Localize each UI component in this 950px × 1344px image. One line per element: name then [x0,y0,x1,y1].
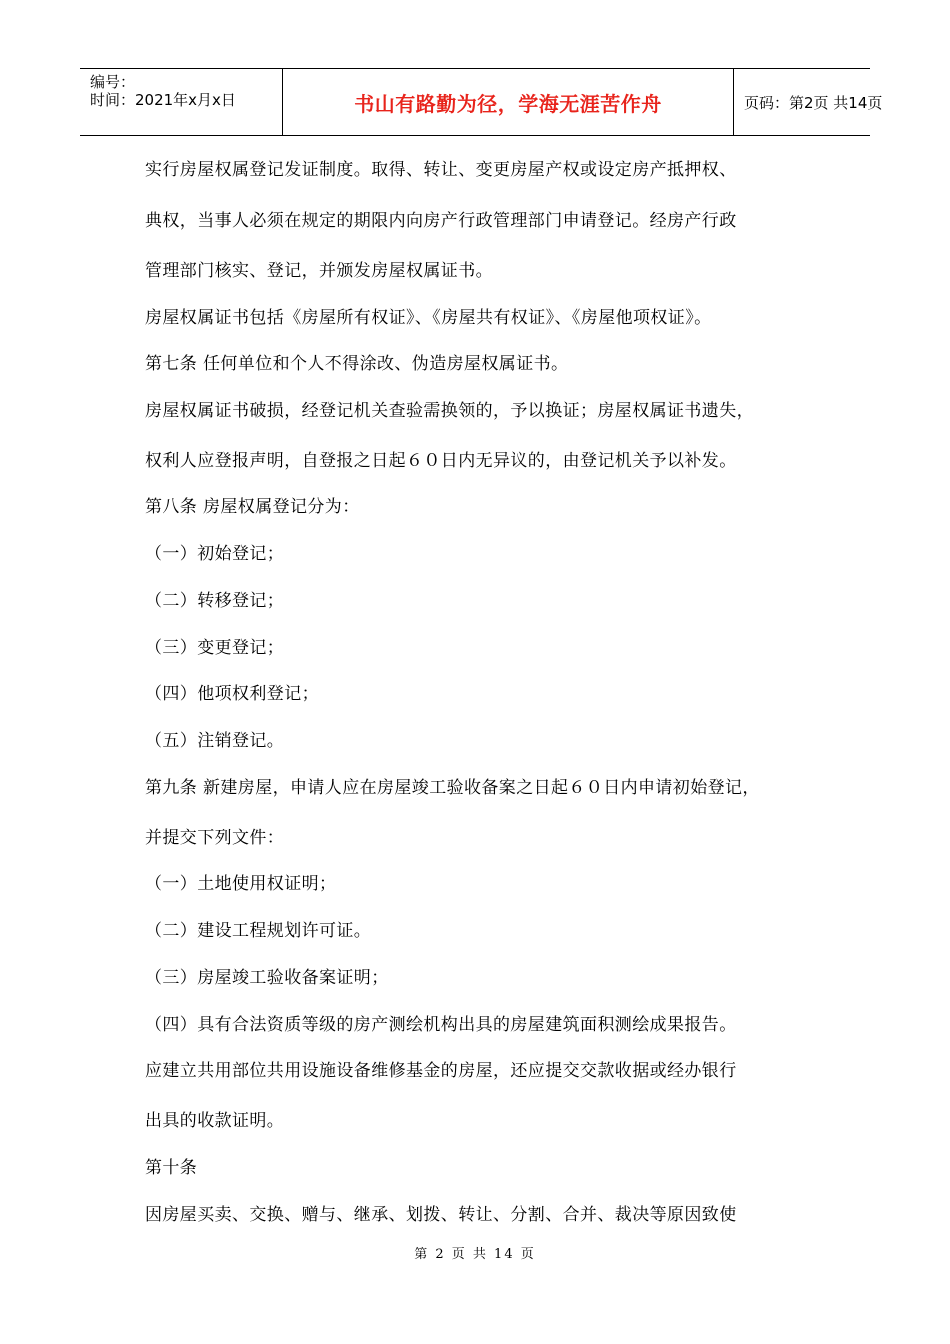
header-page-number: 页码：第2页 共14页 [744,93,883,112]
body-line: 权利人应登报声明，自登报之日起６０日内无异议的，由登记机关予以补发。 [145,451,737,471]
body-line: （四）具有合法资质等级的房产测绘机构出具的房屋建筑面积测绘成果报告。 [145,1015,737,1035]
document-number-label: 编号： [90,73,136,91]
body-line: （一）初始登记； [145,544,285,564]
body-line: 实行房屋权属登记发证制度。取得、转让、变更房屋产权或设定房产抵押权、 [145,160,737,180]
body-line: （五）注销登记。 [145,731,285,751]
body-line: （二）转移登记； [145,591,285,611]
document-date-label: 时间：2021年x月x日 [90,91,236,109]
body-line: （四）他项权利登记； [145,684,319,704]
header-page-cell [734,69,883,135]
header-motto: 书山有路勤为径，学海无涯苦作舟 [354,91,662,116]
body-line: 出具的收款证明。 [145,1111,285,1131]
body-line: （三）变更登记； [145,638,285,658]
body-line: 第七条 任何单位和个人不得涂改、伪造房屋权属证书。 [145,354,569,374]
body-line: 管理部门核实、登记，并颁发房屋权属证书。 [145,261,493,281]
body-line: 应建立共用部位共用设施设备维修基金的房屋，还应提交交款收据或经办银行 [145,1061,737,1081]
body-line: 典权，当事人必须在规定的期限内向房产行政管理部门申请登记。经房产行政 [145,211,737,231]
header-motto-cell [282,69,734,135]
page-footer: 第 2 页 共 14 页 [414,1247,536,1262]
body-line: （二）建设工程规划许可证。 [145,921,372,941]
body-line: 房屋权属证书包括《房屋所有权证》、《房屋共有权证》、《房屋他项权证》。 [145,308,712,328]
body-line: 第八条 房屋权属登记分为： [145,497,360,517]
header-info-cell [80,69,282,135]
body-line: （三）房屋竣工验收备案证明； [145,968,389,988]
document-header [80,68,883,136]
body-line: （一）土地使用权证明； [145,874,337,894]
body-line: 并提交下列文件： [145,828,285,848]
body-line: 第十条 [145,1158,198,1178]
body-line: 因房屋买卖、交换、赠与、继承、划拨、转让、分割、合并、裁决等原因致使 [145,1205,737,1225]
body-line: 房屋权属证书破损，经登记机关查验需换领的，予以换证；房屋权属证书遗失， [145,401,754,421]
body-line: 第九条 新建房屋，申请人应在房屋竣工验收备案之日起６０日内申请初始登记， [145,778,760,798]
